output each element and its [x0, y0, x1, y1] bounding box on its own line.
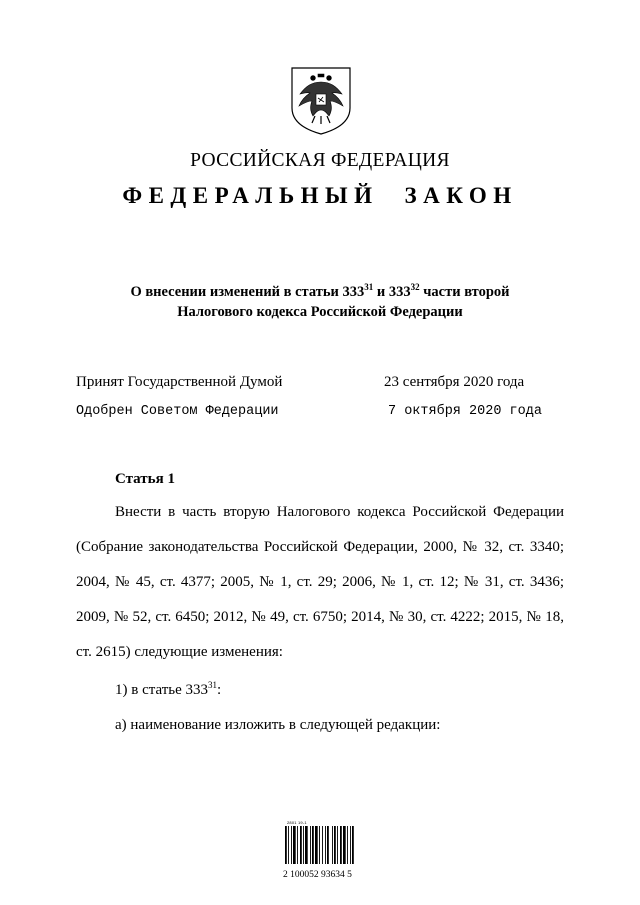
paragraph-line: 2009, № 52, ст. 6450; 2012, № 49, ст. 6750; 2014, № 30, ст. 4222; 2015, № 18,: [76, 609, 564, 625]
paragraph-line: ст. 2615) следующие изменения:: [76, 644, 283, 660]
item-1-text: 1) в статье 333: [115, 682, 209, 698]
subject-text-c: части второй: [419, 284, 510, 300]
law-title: [0, 183, 640, 209]
item-1-tail: :: [217, 682, 222, 698]
duma-adoption-date: 23 сентября 2020 года: [384, 374, 525, 390]
coat-of-arms-emblem: [288, 64, 354, 136]
barcode-number: 2 100052 93634 5: [283, 870, 352, 880]
country-name: РОССИЙСКАЯ ФЕДЕРАЦИЯ: [190, 150, 450, 171]
law-subject: [0, 282, 640, 322]
law-title-word1: ФЕДЕРАЛЬНЫЙ: [122, 183, 379, 208]
item-1: [115, 682, 221, 699]
article-paragraph: [76, 495, 564, 670]
paragraph-line: 2004, № 45, ст. 4377; 2005, № 1, ст. 29; 2006, № 1, ст. 12; № 31, ст. 3436;: [76, 574, 564, 590]
superscript-31: 31: [364, 282, 374, 292]
law-title-word2: ЗАКОН: [404, 183, 518, 208]
barcode-caption: 2801 19-1: [287, 820, 307, 825]
subject-text-a: О внесении изменений в статьи 333: [130, 284, 365, 300]
paragraph-line: Внести в часть вторую Налогового кодекса Российской Федерации: [115, 504, 564, 520]
item-1-superscript: 31: [208, 680, 218, 690]
duma-adoption-label: Принят Государственной Думой: [76, 374, 283, 390]
article-title: Статья 1: [115, 471, 175, 487]
council-approval-date: 7 октября 2020 года: [388, 404, 542, 419]
council-approval-label: Одобрен Советом Федерации: [76, 404, 279, 419]
barcode-bars: [283, 826, 379, 872]
subject-text-b: и 333: [373, 284, 411, 300]
superscript-32: 32: [410, 282, 420, 292]
item-a: а) наименование изложить в следующей редакции:: [115, 717, 441, 733]
barcode: [283, 820, 379, 882]
paragraph-line: (Собрание законодательства Российской Федерации, 2000, № 32, ст. 3340;: [76, 539, 564, 555]
subject-line-2: Налогового кодекса Российской Федерации: [177, 304, 463, 320]
subject-line-1: [0, 282, 640, 302]
